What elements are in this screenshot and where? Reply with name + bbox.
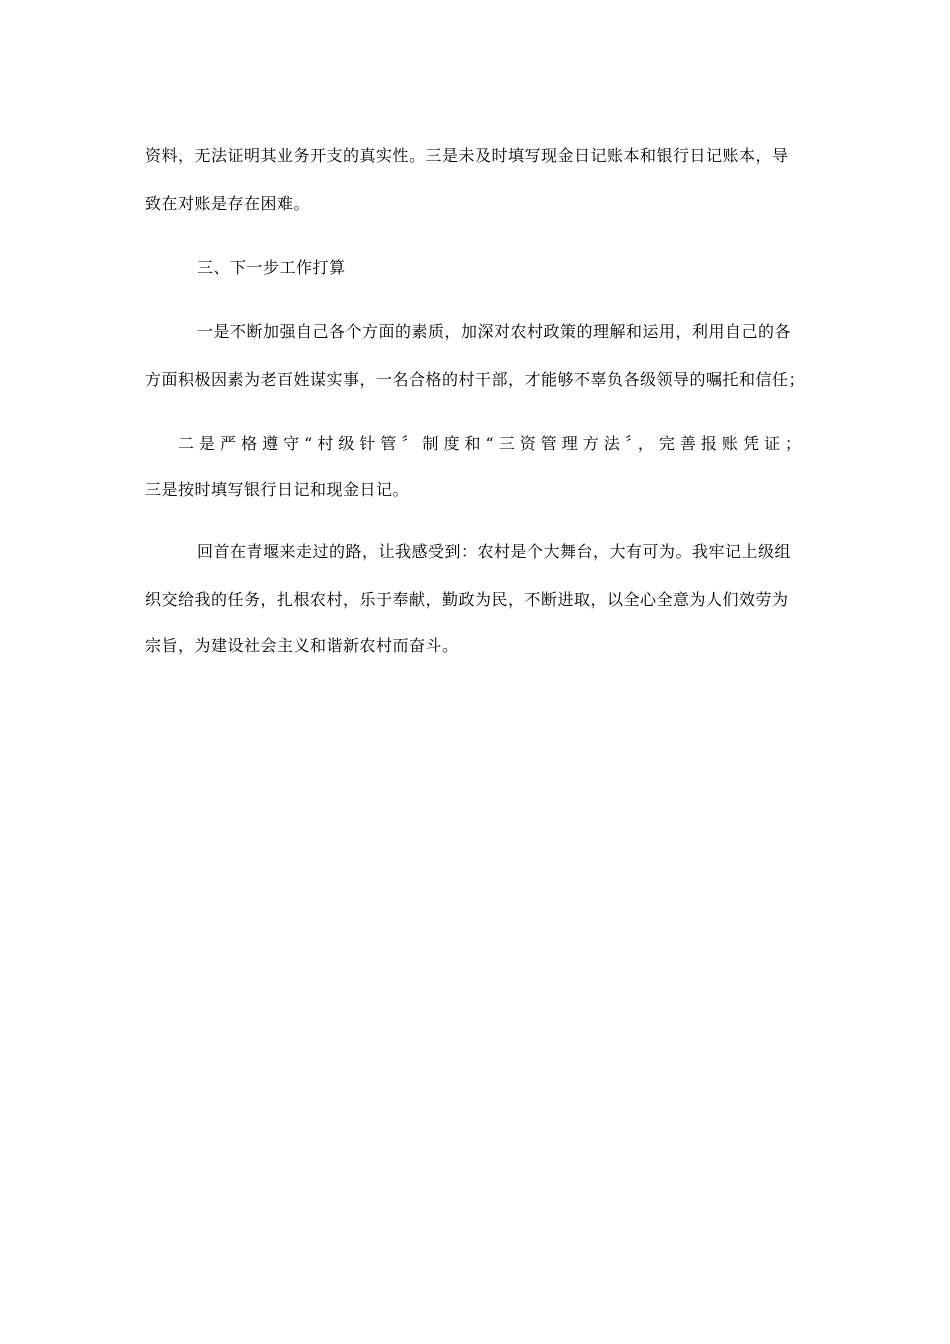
body-text-line: 一是不断加强自己各个方面的素质，加深对农村政策的理解和运用，利用自己的各 [197, 322, 792, 341]
body-text-line: 致在对账是存在困难。 [145, 194, 311, 213]
body-text-line: 回首在青堰来走过的路，让我感受到：农村是个大舞台，大有可为。我牢记上级组 [197, 542, 792, 561]
section-heading: 三、下一步工作打算 [197, 258, 346, 277]
body-text-line: 三是按时填写银行日记和现金日记。 [145, 480, 410, 499]
body-text-line: 方面积极因素为老百姓谋实事，一名合格的村干部，才能够不辜负各级领导的嘱托和信任； [145, 370, 805, 389]
body-text-line: 织交给我的任务，扎根农村，乐于奉献，勤政为民，不断进取，以全心全意为人们效劳为 [145, 590, 789, 609]
body-text-line: 二是严格遵守“村级针管〞制度和“三资管理方法〞，完善报账凭证； [178, 434, 805, 453]
body-text-line: 宗旨，为建设社会主义和谐新农村而奋斗。 [145, 636, 459, 655]
body-text-line: 资料，无法证明其业务开支的真实性。三是未及时填写现金日记账本和银行日记账本，导 [145, 146, 789, 165]
